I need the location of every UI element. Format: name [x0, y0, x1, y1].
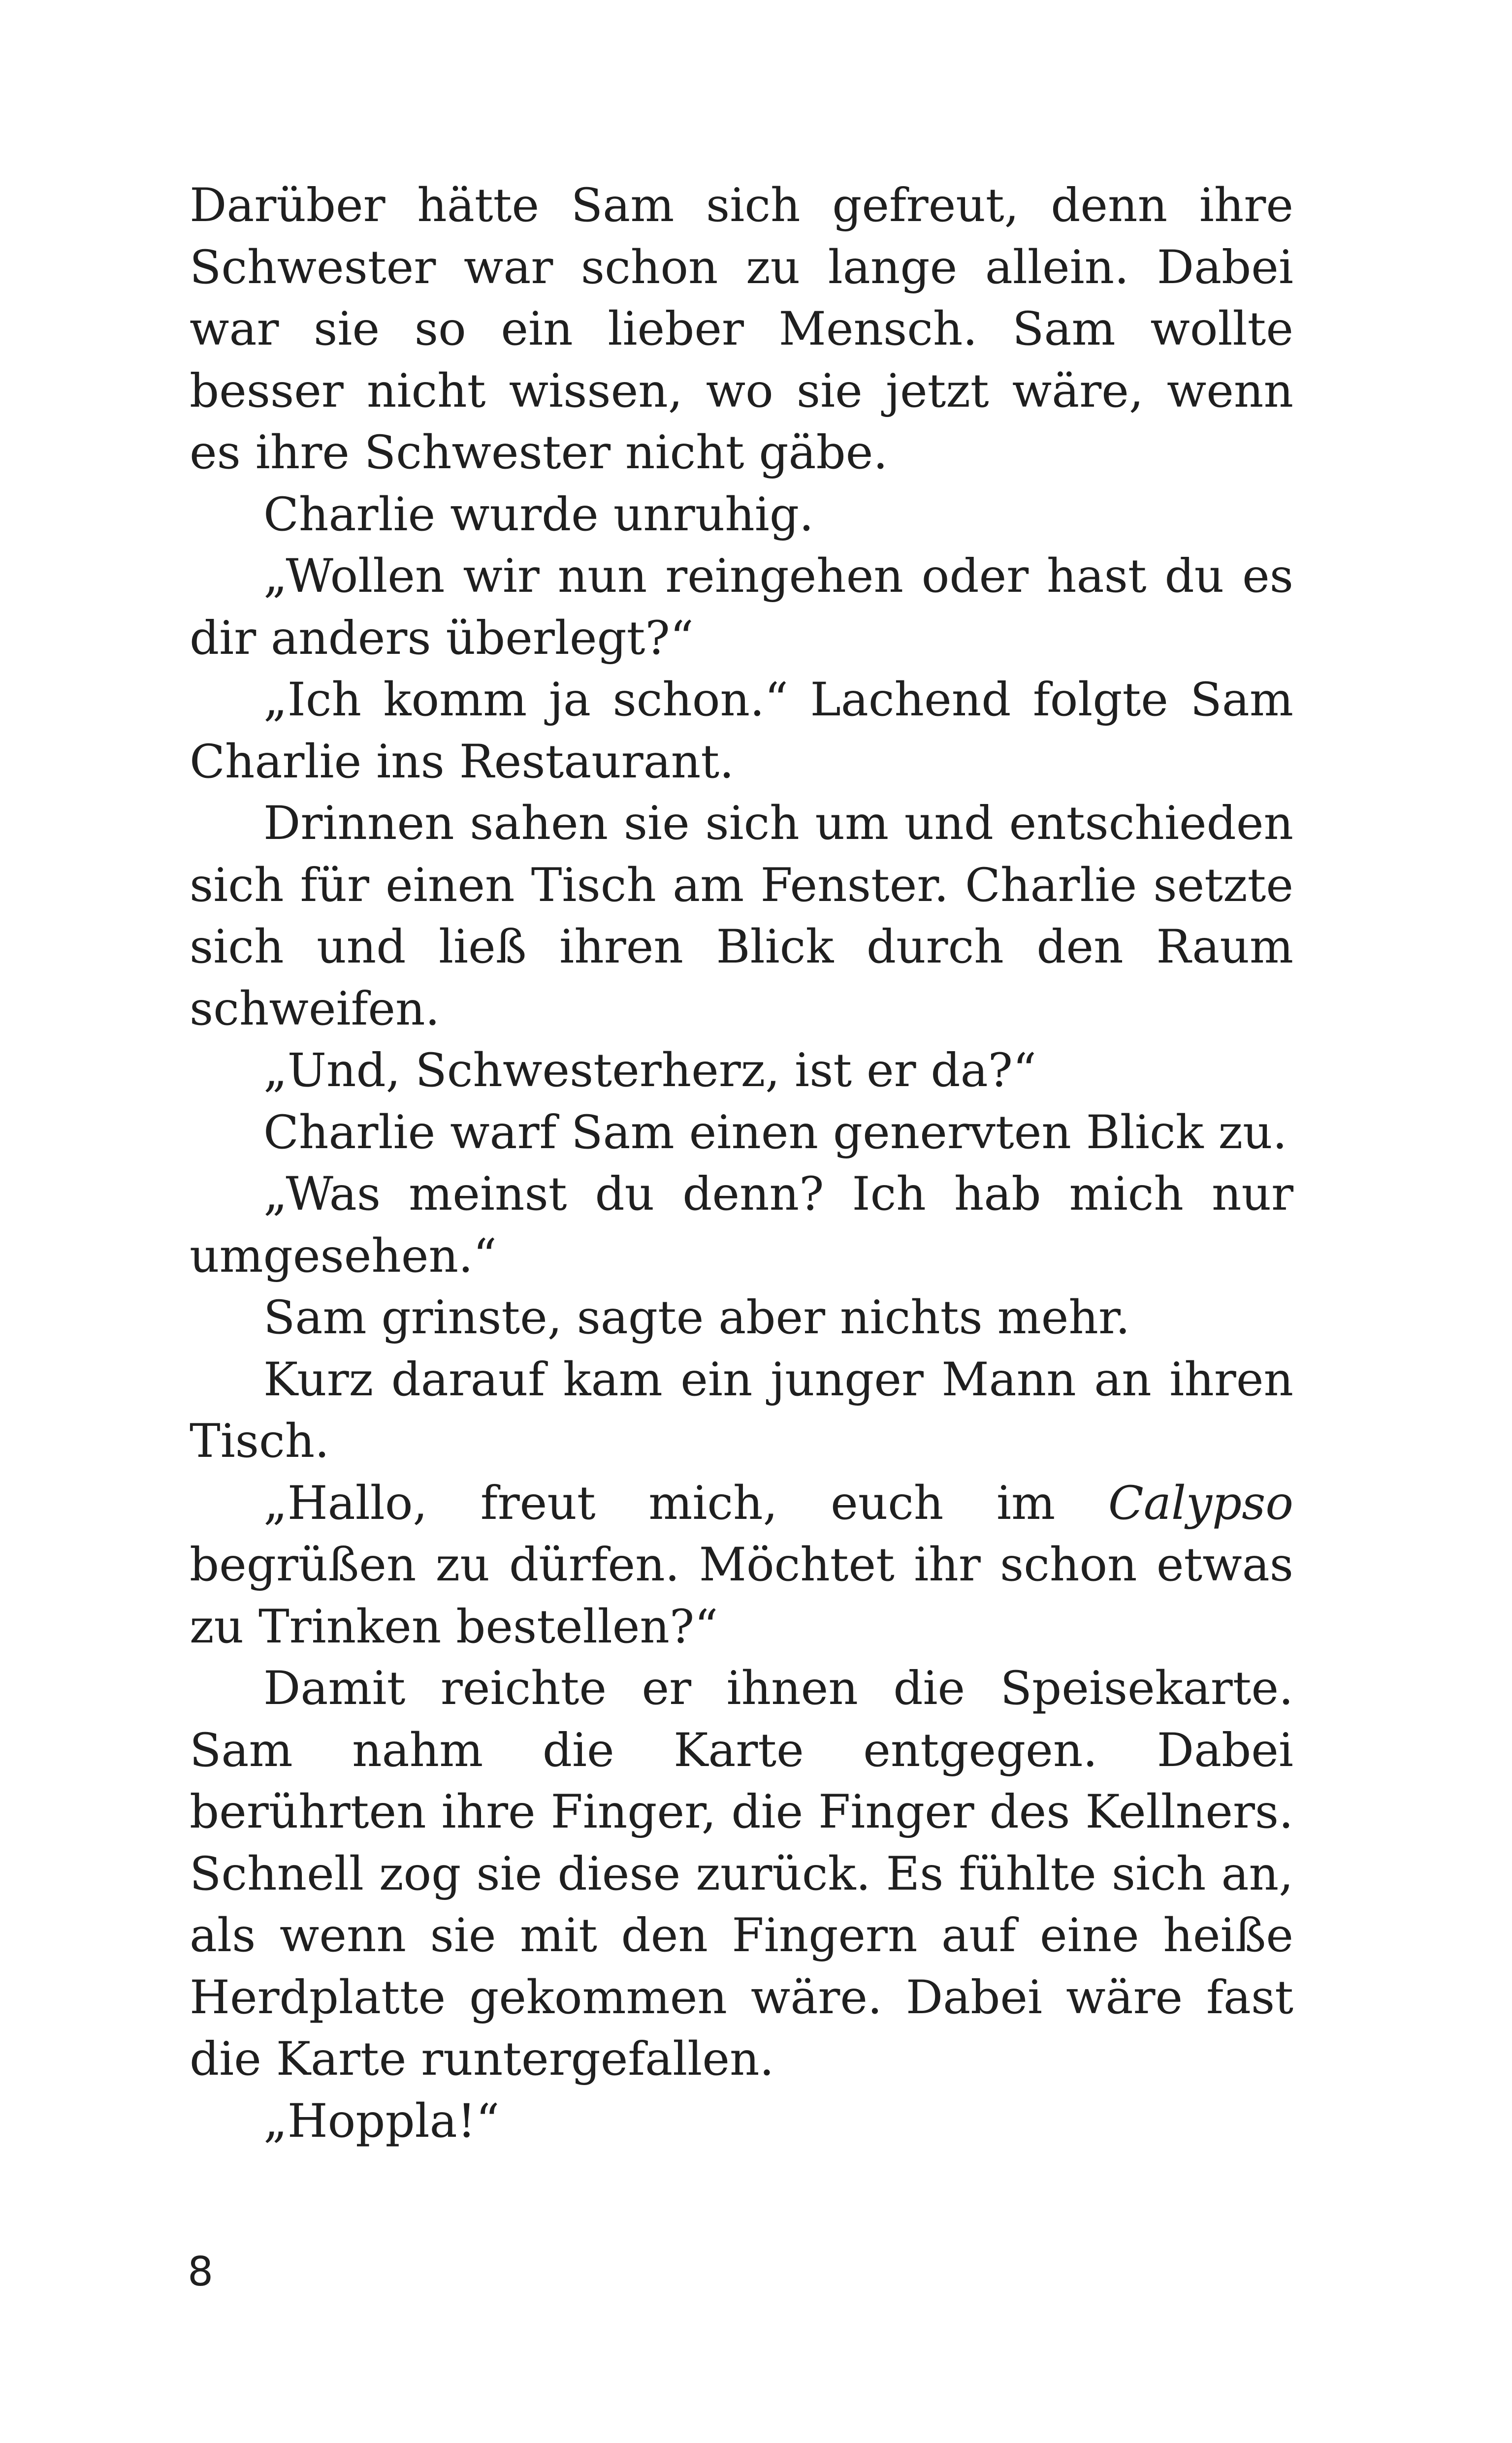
- paragraph-11-before: „Hallo, freut mich, euch im: [263, 1476, 1108, 1530]
- paragraph-4: „Ich komm ja schon.“ Lachend folgte Sam Charlie ins Restaurant.: [190, 673, 1293, 789]
- paragraph-9: Sam grinste, sagte aber nichts mehr.: [263, 1291, 1130, 1345]
- paragraph-11: [190, 1473, 1293, 1658]
- paragraph-7: Charlie warf Sam einen genervten Blick zu.: [263, 1105, 1287, 1159]
- paragraph-3: „Wollen wir nun reingehen oder hast du es dir anders überlegt?“: [190, 549, 1293, 665]
- paragraph-12: Damit reichte er ihnen die Speisekarte. Sam nahm die Karte entgegen. Dabei berührten ihre Finger, die Finger des Kellners. Schnell zog sie diese zurück. Es fühlte sich an, als wenn sie mit den Fingern auf eine heiße Herdplatte gekommen wäre. Dabei wäre fast die Karte runtergefallen.: [190, 1662, 1293, 2086]
- paragraph-8: „Was meinst du denn? Ich hab mich nur umgesehen.“: [190, 1167, 1293, 1283]
- paragraph-11-after: begrüßen zu dürfen. Möchtet ihr schon etwas zu Trinken bestellen?“: [190, 1538, 1293, 1654]
- paragraph-1: Darüber hätte Sam sich gefreut, denn ihre Schwester war schon zu lange allein. Dabei war sie so ein lieber Mensch. Sam wollte besser nicht wissen, wo sie jetzt wäre, wenn es ihre Schwester nicht gäbe.: [190, 179, 1293, 480]
- paragraph-13: „Hoppla!“: [263, 2094, 500, 2148]
- paragraph-2: Charlie wurde unruhig.: [263, 487, 814, 542]
- paragraph-6: „Und, Schwesterherz, ist er da?“: [263, 1044, 1037, 1097]
- restaurant-name: Calypso: [1108, 1476, 1293, 1530]
- page-number: 8: [188, 2249, 214, 2295]
- body-text: [190, 175, 1293, 2152]
- paragraph-10: Kurz darauf kam ein junger Mann an ihren Tisch.: [190, 1352, 1293, 1468]
- paragraph-5: Drinnen sahen sie sich um und entschieden sich für einen Tisch am Fenster. Charlie setzte sich und ließ ihren Blick durch den Raum schweifen.: [190, 797, 1293, 1036]
